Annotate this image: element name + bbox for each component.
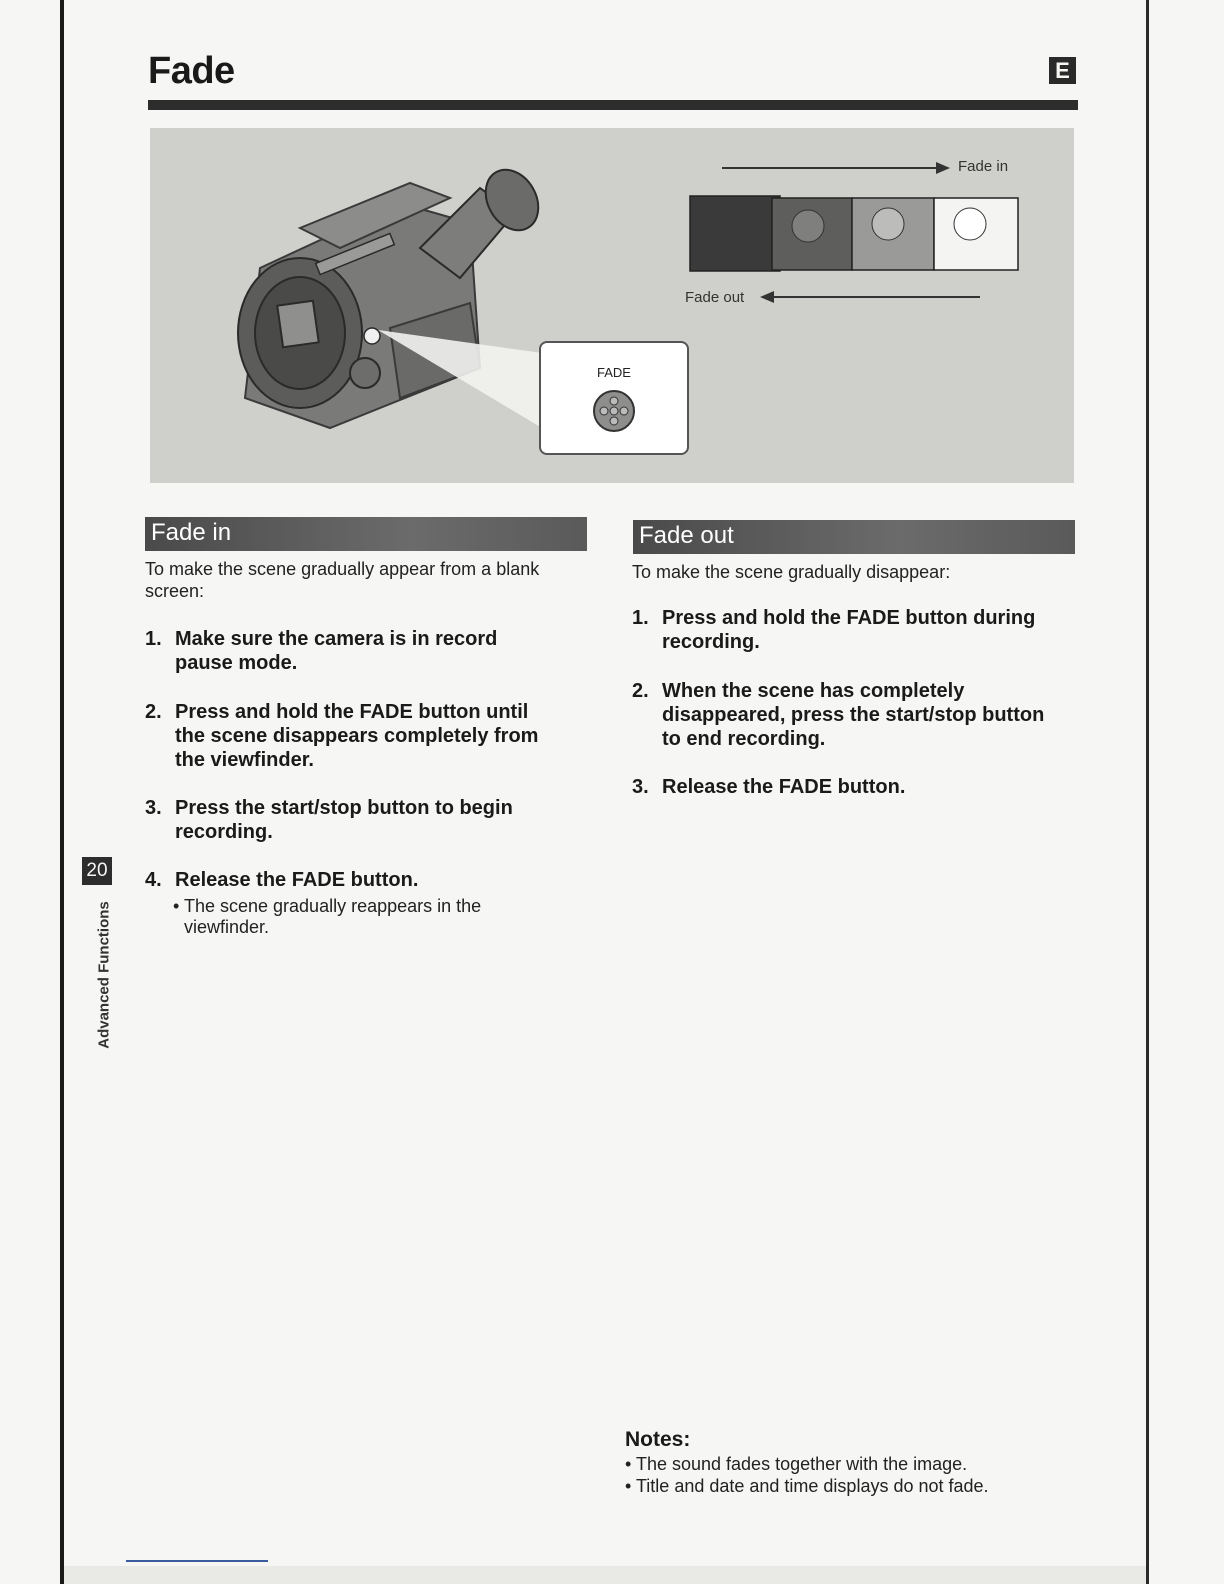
- step-text: [175, 796, 513, 844]
- step-line: Press and hold the FADE button until: [175, 701, 529, 723]
- step-line: the scene disappears completely from: [175, 725, 539, 747]
- title-rule: [148, 100, 1078, 110]
- step-number: 1.: [632, 607, 649, 629]
- step-line: Press the start/stop button to begin: [175, 797, 513, 819]
- fade-in-step-4-note: [173, 896, 573, 938]
- fade-in-intro: [145, 558, 585, 602]
- step-number: 2.: [632, 680, 649, 702]
- fade-in-step-3: [145, 796, 585, 846]
- step-number: 3.: [145, 797, 162, 819]
- note-line: • The scene gradually reappears in the: [173, 896, 482, 916]
- fade-in-intro-line-1: To make the scene gradually appear from a blank: [145, 559, 540, 579]
- fade-in-intro-line-2: screen:: [145, 581, 205, 601]
- step-text: [175, 700, 538, 772]
- step-line: Release the FADE button.: [662, 776, 906, 798]
- fade-button-icon: [541, 343, 687, 453]
- camcorder-icon: [238, 160, 549, 428]
- step-number: 1.: [145, 628, 162, 650]
- page-edge: [1146, 0, 1149, 1584]
- step-line: recording.: [175, 821, 273, 843]
- step-number: 3.: [632, 776, 649, 798]
- page-bottom-edge: [64, 1566, 1146, 1584]
- step-text: [662, 606, 1035, 654]
- step-line: to end recording.: [662, 728, 826, 750]
- language-badge: E: [1049, 57, 1076, 84]
- camcorder-illustration: [150, 128, 1074, 483]
- page-number: 20: [82, 857, 112, 885]
- step-line: Press and hold the FADE button during: [662, 607, 1036, 629]
- step-text: [175, 868, 418, 892]
- step-number: 2.: [145, 701, 162, 723]
- step-text: [662, 679, 1044, 751]
- step-line: Make sure the camera is in record: [175, 628, 498, 650]
- step-line: When the scene has completely: [662, 680, 965, 702]
- fade-in-step-4: [145, 868, 585, 894]
- fade-frames: [690, 196, 1018, 271]
- step-line: Release the FADE button.: [175, 869, 419, 891]
- fade-out-step-2: [632, 679, 1077, 753]
- step-line: disappeared, press the start/stop button: [662, 704, 1045, 726]
- fade-out-step-1: [632, 606, 1077, 656]
- step-line: recording.: [662, 631, 760, 653]
- step-number: 4.: [145, 869, 162, 891]
- step-line: the viewfinder.: [175, 749, 314, 771]
- fade-out-caption: Fade out: [685, 289, 745, 306]
- step-text: [175, 627, 497, 675]
- bottom-rule: [126, 1560, 268, 1562]
- fade-out-intro: To make the scene gradually disappear:: [632, 562, 951, 582]
- fade-button-callout: [539, 341, 689, 455]
- fade-out-step-3: [632, 775, 1077, 801]
- notes-title: Notes:: [625, 1428, 691, 1451]
- step-text: [662, 775, 905, 799]
- fade-out-heading: Fade out: [633, 520, 1075, 554]
- fade-in-step-1: [145, 627, 585, 677]
- fade-in-heading: Fade in: [145, 517, 587, 551]
- page-title: Fade: [148, 50, 235, 92]
- note-item: • The sound fades together with the image.: [625, 1454, 968, 1474]
- fade-in-step-2: [145, 700, 585, 774]
- binding-edge: [60, 0, 64, 1584]
- step-line: pause mode.: [175, 652, 298, 674]
- fade-button-label: FADE: [597, 365, 631, 380]
- fade-in-caption: Fade in: [958, 158, 1009, 175]
- note-line: viewfinder.: [184, 917, 270, 937]
- note-item: • Title and date and time displays do not fade.: [625, 1476, 989, 1496]
- section-side-label-text: Advanced Functions: [95, 901, 113, 1049]
